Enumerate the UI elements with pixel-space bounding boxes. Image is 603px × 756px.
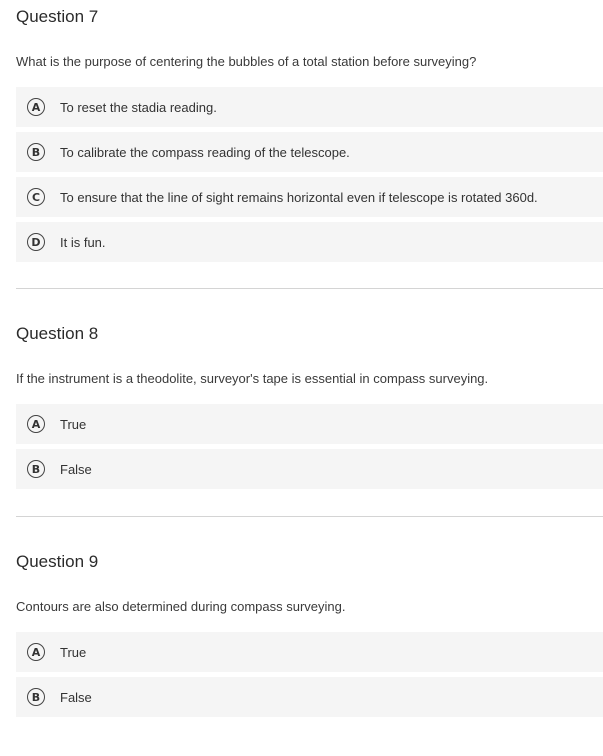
option-a[interactable]: [16, 404, 603, 444]
question-text: Contours are also determined during compass surveying.: [16, 599, 346, 614]
option-b[interactable]: [16, 677, 603, 717]
option-text: True: [60, 416, 87, 432]
option-a[interactable]: [16, 87, 603, 127]
question-text: What is the purpose of centering the bubbles of a total station before surveying?: [16, 54, 477, 69]
option-letter-a: A: [27, 98, 45, 116]
option-text: To ensure that the line of sight remains horizontal even if telescope is rotated 360d.: [60, 189, 538, 205]
answer-options: [16, 404, 603, 489]
option-text: To calibrate the compass reading of the telescope.: [60, 144, 350, 160]
question-8: [0, 289, 603, 489]
option-text: To reset the stadia reading.: [60, 99, 217, 115]
answer-options: [16, 87, 603, 262]
option-letter-a: A: [27, 643, 45, 661]
option-c[interactable]: [16, 177, 603, 217]
question-9: [0, 517, 603, 717]
option-b[interactable]: [16, 132, 603, 172]
question-7: [0, 0, 603, 262]
option-text: False: [60, 689, 92, 705]
option-letter-b: B: [27, 688, 45, 706]
option-letter-a: A: [27, 415, 45, 433]
option-text: It is fun.: [60, 234, 106, 250]
option-d[interactable]: [16, 222, 603, 262]
option-letter-b: B: [27, 143, 45, 161]
option-b[interactable]: [16, 449, 603, 489]
option-text: False: [60, 461, 92, 477]
option-letter-b: B: [27, 460, 45, 478]
answer-options: [16, 632, 603, 717]
question-title: Question 9: [16, 552, 99, 571]
option-letter-c: C: [27, 188, 45, 206]
question-text: If the instrument is a theodolite, surveyor's tape is essential in compass surveying.: [16, 371, 489, 386]
question-title: Question 8: [16, 324, 99, 343]
option-letter-d: D: [27, 233, 45, 251]
question-title: Question 7: [16, 7, 99, 26]
option-text: True: [60, 644, 87, 660]
option-a[interactable]: [16, 632, 603, 672]
